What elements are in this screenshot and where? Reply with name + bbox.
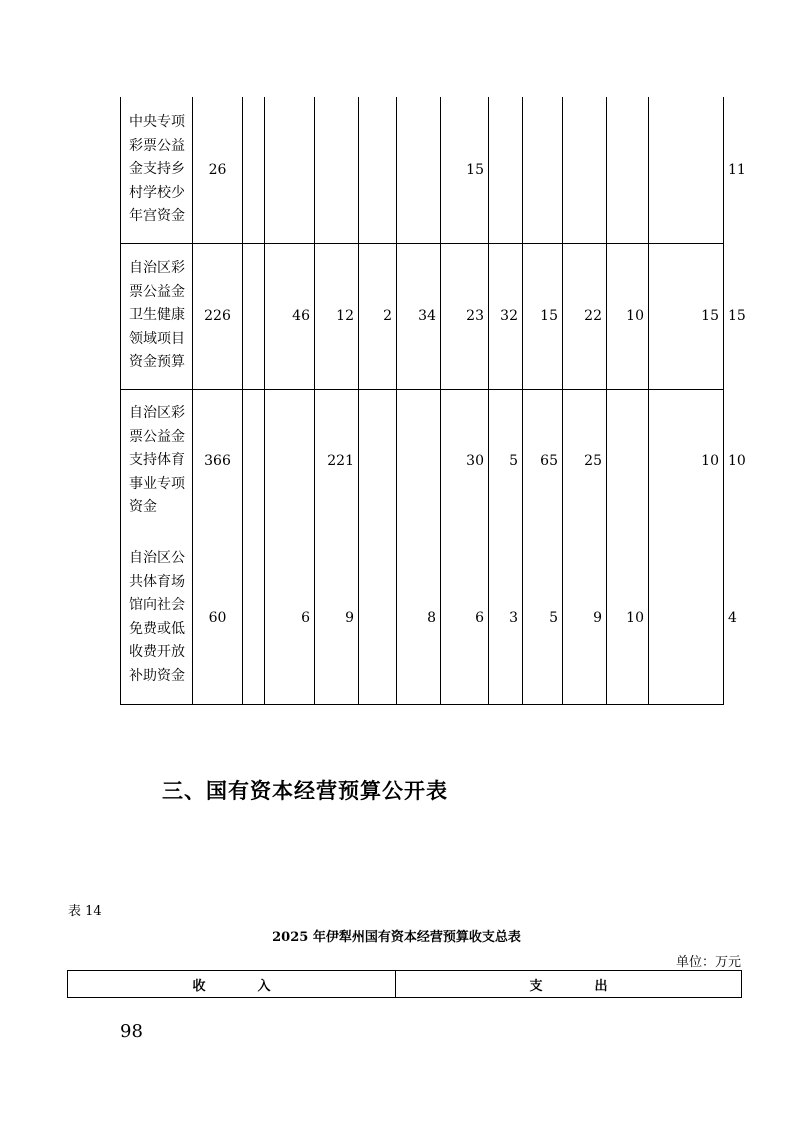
row-cell: 221	[315, 389, 359, 532]
row-cell	[243, 243, 265, 389]
row-cell: 6	[265, 532, 315, 704]
row-cell: 65	[523, 389, 563, 532]
row-cell: 25	[563, 389, 607, 532]
table-row: 中央专项彩票公益金支持乡村学校少年宫资金 26 15 11	[121, 97, 724, 243]
row-name: 自治区公共体育场馆向社会免费或低收费开放补助资金	[121, 532, 193, 704]
row-cell: 30	[441, 389, 489, 532]
row-cell	[359, 389, 397, 532]
row-cell	[315, 97, 359, 243]
row-name: 中央专项彩票公益金支持乡村学校少年宫资金	[121, 97, 193, 243]
row-cell: 23	[441, 243, 489, 389]
expense-header: 支 出	[396, 971, 742, 998]
row-cell: 15	[523, 243, 563, 389]
row-cell	[397, 389, 441, 532]
row-cell: 10	[607, 243, 649, 389]
page-number: 98	[120, 1021, 143, 1042]
table-row: 自治区彩票公益金卫生健康领域项目资金预算 226 46 12 2 34 23 32 15 22 10 15 15	[121, 243, 724, 389]
section-title: 三、国有资本经营预算公开表	[162, 779, 448, 803]
row-cell	[359, 532, 397, 704]
row-cell: 32	[489, 243, 523, 389]
row-cell: 10	[649, 389, 724, 532]
row-cell: 9	[563, 532, 607, 704]
row-name: 自治区彩票公益金支持体育事业专项资金	[121, 389, 193, 532]
row-cell	[489, 97, 523, 243]
row-total: 60	[193, 532, 243, 704]
row-total: 226	[193, 243, 243, 389]
row-total: 26	[193, 97, 243, 243]
row-cell: 22	[563, 243, 607, 389]
row-cell: 9	[315, 532, 359, 704]
income-header: 收 入	[68, 971, 396, 998]
summary-header-table	[67, 970, 742, 998]
row-cell	[563, 97, 607, 243]
row-cell	[649, 532, 724, 704]
row-cell: 6	[441, 532, 489, 704]
table-row: 自治区彩票公益金支持体育事业专项资金 366 221 30 5 65 25 10 10	[121, 389, 724, 532]
row-cell	[265, 389, 315, 532]
row-cell	[607, 389, 649, 532]
row-cell	[243, 532, 265, 704]
row-cell	[649, 97, 724, 243]
table-row: 自治区公共体育场馆向社会免费或低收费开放补助资金 60 6 9 8 6 3 5 9 10 4	[121, 532, 724, 704]
row-cell	[243, 389, 265, 532]
row-total: 366	[193, 389, 243, 532]
row-cell	[397, 97, 441, 243]
budget-table	[120, 97, 746, 705]
table-title: 2025 年伊犁州国有资本经营预算收支总表	[272, 930, 521, 945]
row-cell: 8	[397, 532, 441, 704]
unit-label: 单位：万元	[675, 955, 741, 970]
row-cell: 10	[607, 532, 649, 704]
row-cell: 5	[523, 532, 563, 704]
row-cell: 15	[441, 97, 489, 243]
row-cell: 2	[359, 243, 397, 389]
row-cell	[607, 97, 649, 243]
row-cell: 3	[489, 532, 523, 704]
table-number: 表 14	[68, 904, 102, 919]
row-cell: 15	[649, 243, 724, 389]
row-cell	[243, 97, 265, 243]
row-cell: 46	[265, 243, 315, 389]
row-cell	[265, 97, 315, 243]
row-cell: 5	[489, 389, 523, 532]
row-cell	[523, 97, 563, 243]
row-cell: 12	[315, 243, 359, 389]
row-cell	[359, 97, 397, 243]
row-name: 自治区彩票公益金卫生健康领域项目资金预算	[121, 243, 193, 389]
row-cell: 34	[397, 243, 441, 389]
